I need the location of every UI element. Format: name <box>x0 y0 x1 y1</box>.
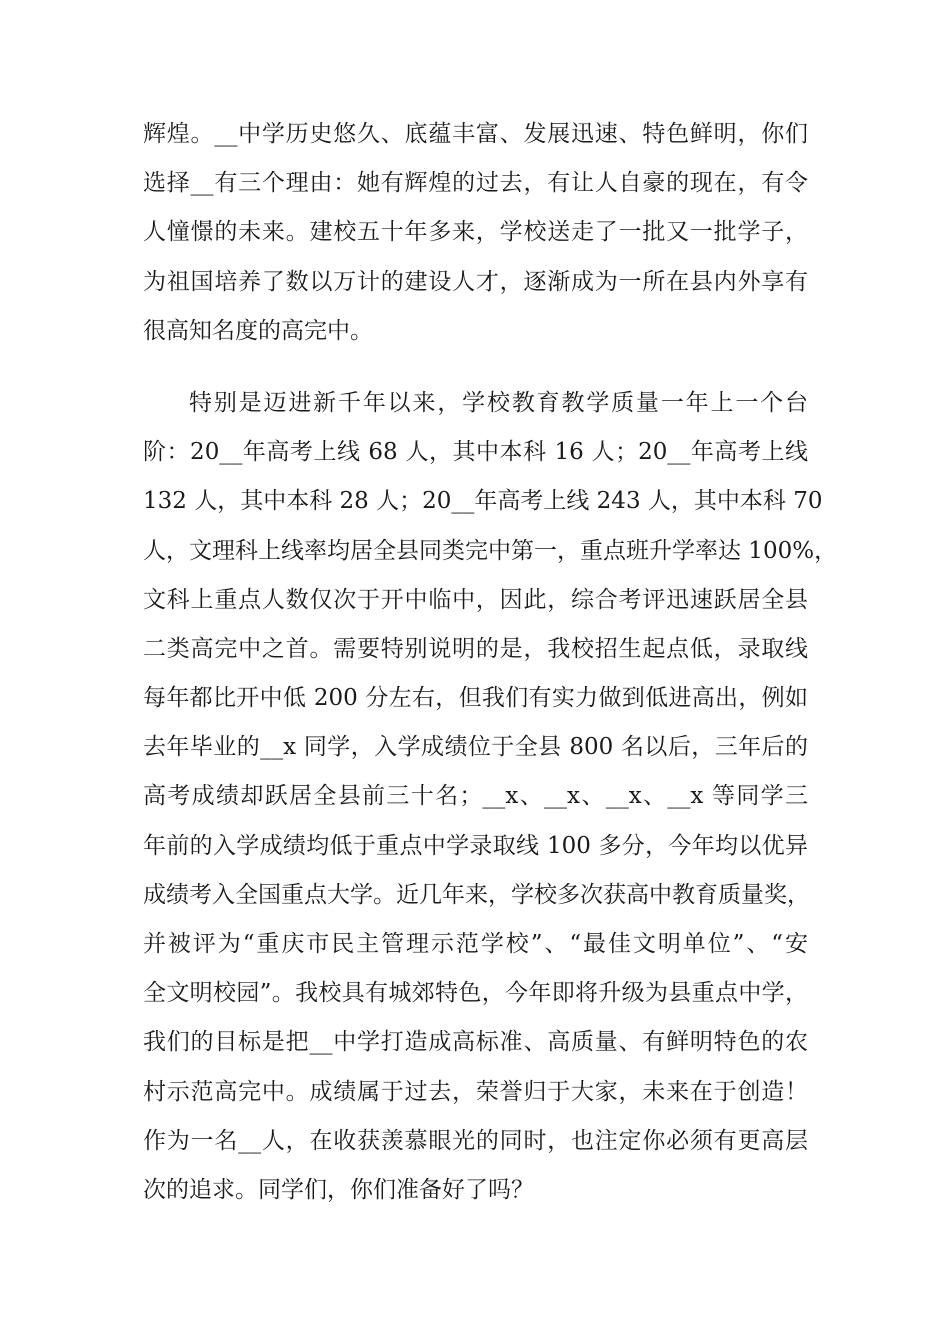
paragraph-achievements <box>143 379 838 1215</box>
text-line: 作为一名__人，在收获羡慕眼光的同时，也注定你必须有更高层 <box>143 1127 808 1154</box>
text-line: 高考成绩却跃居全县前三十名；__x、__x、__x、__x 等同学三 <box>143 783 808 810</box>
text-line: 二类高完中之首。需要特别说明的是，我校招生起点低，录取线 <box>143 635 808 662</box>
text-line: 为祖国培养了数以万计的建设人才，逐渐成为一所在县内外享有 <box>143 268 808 295</box>
paragraph-school-history <box>143 110 808 356</box>
text-line: 人憧憬的未来。建校五十年多来，学校送走了一批又一批学子， <box>143 219 808 246</box>
text-line: 全文明校园”。我校具有城郊特色，今年即将升级为县重点中学， <box>143 980 808 1007</box>
text-line: 村示范高完中。成绩属于过去，荣誉归于大家，未来在于创造！ <box>143 1078 808 1105</box>
text-line: 很高知名度的高完中。 <box>143 317 373 344</box>
text-line: 文科上重点人数仅次于开中临中，因此，综合考评迅速跃居全县 <box>143 586 808 613</box>
text-line: 选择__有三个理由：她有辉煌的过去，有让人自豪的现在，有令 <box>143 170 808 197</box>
text-line: 人，文理科上线率均居全县同类完中第一，重点班升学率达 100%， <box>143 537 838 564</box>
document-page <box>143 110 838 1215</box>
text-line: 特别是迈进新千年以来，学校教育教学质量一年上一个台 <box>189 389 808 416</box>
text-line: 132 人，其中本科 28 人；20__年高考上线 243 人，其中本科 70 <box>143 488 823 515</box>
text-line: 成绩考入全国重点大学。近几年来，学校多次获高中教育质量奖， <box>143 881 810 908</box>
text-line: 我们的目标是把__中学打造成高标准、高质量、有鲜明特色的农 <box>143 1029 808 1056</box>
text-line: 次的追求。同学们，你们准备好了吗？ <box>143 1176 534 1203</box>
text-line: 阶：20__年高考上线 68 人，其中本科 16 人；20__年高考上线 <box>143 439 808 466</box>
text-line: 去年毕业的__x 同学，入学成绩位于全县 800 名以后，三年后的 <box>143 734 808 761</box>
text-line: 辉煌。__中学历史悠久、底蕴丰富、发展迅速、特色鲜明，你们 <box>143 121 808 147</box>
text-line: 并被评为“重庆市民主管理示范学校”、“最佳文明单位”、“安 <box>143 931 808 957</box>
text-line: 每年都比开中低 200 分左右，但我们有实力做到低进高出，例如 <box>143 685 808 712</box>
text-line: 年前的入学成绩均低于重点中学录取线 100 多分，今年均以优异 <box>143 832 808 859</box>
